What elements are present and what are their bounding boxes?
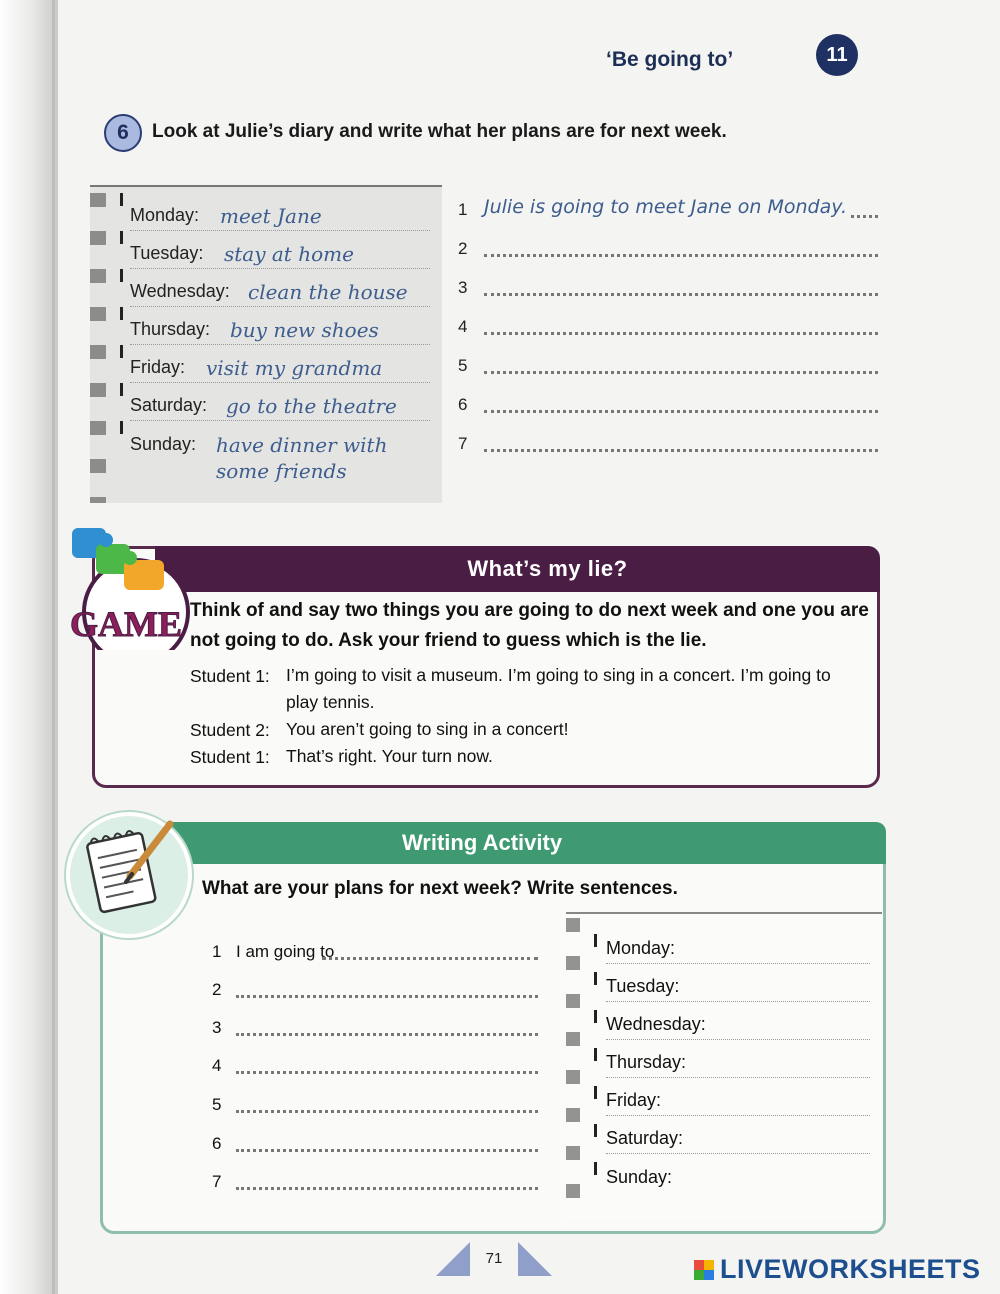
page-number: 71: [485, 1250, 503, 1267]
line-number: 4: [212, 1056, 222, 1075]
dialogue-speaker: Student 2:: [190, 720, 270, 740]
diary-row-tuesday: [130, 235, 430, 269]
student-diary: [566, 912, 882, 1220]
answer-number: 4: [458, 317, 468, 336]
writing-input[interactable]: [236, 995, 538, 998]
student-diary-row[interactable]: [606, 1044, 870, 1078]
diary-day: Monday:: [130, 205, 200, 225]
diary-day: Sunday:: [606, 1167, 673, 1187]
student-diary-row[interactable]: [606, 968, 870, 1002]
binding-tick: [120, 307, 123, 320]
page-number-footer: [436, 1238, 552, 1278]
student-diary-row[interactable]: [606, 1120, 870, 1154]
diary-day: Monday:: [606, 938, 676, 958]
answer-number: 6: [458, 395, 468, 414]
student-diary-row[interactable]: [606, 930, 870, 964]
answer-input[interactable]: [484, 410, 878, 413]
page-triangle-right: [518, 1242, 552, 1276]
writing-line-1[interactable]: [212, 936, 538, 966]
diary-row-thursday: [130, 311, 430, 345]
brand-name: LIVEWORKSHEETS: [720, 1254, 981, 1284]
answer-input[interactable]: [484, 332, 878, 335]
diary-spiral-binding: [566, 918, 580, 1218]
dialogue-speaker: Student 1:: [190, 666, 270, 686]
binding-tick: [120, 345, 123, 358]
writing-input[interactable]: [236, 1187, 538, 1190]
diary-day: Saturday:: [130, 395, 208, 415]
line-number: 2: [212, 980, 222, 999]
diary-day: Thursday:: [606, 1052, 687, 1072]
writing-header-bar: [138, 822, 886, 864]
binding-tick: [120, 193, 123, 206]
diary-day: Friday:: [130, 357, 186, 377]
writing-instruction: What are your plans for next week? Write sentences.: [202, 878, 678, 899]
answer-line-4[interactable]: [458, 311, 878, 341]
notepad-pencil-icon: [70, 816, 188, 934]
writing-input[interactable]: [236, 1033, 538, 1036]
answer-line-3[interactable]: [458, 272, 878, 302]
liveworksheets-brand[interactable]: [694, 1254, 981, 1285]
answer-line-2[interactable]: [458, 233, 878, 263]
answer-input[interactable]: Julie is going to meet Jane on Monday.: [484, 196, 848, 218]
game-title: What’s my lie?: [467, 556, 628, 581]
line-number: 3: [212, 1018, 222, 1037]
writing-title: Writing Activity: [401, 830, 563, 855]
binding-tick: [120, 231, 123, 244]
diary-row-wednesday: [130, 273, 430, 307]
puzzle-game-icon: [66, 520, 192, 650]
diary-day: Sunday:: [130, 434, 197, 454]
line-number: 1: [212, 942, 222, 961]
answer-line-1[interactable]: [458, 194, 878, 224]
diary-plan: stay at home: [224, 242, 354, 266]
answer-number: 1: [458, 200, 468, 219]
diary-row-friday: [130, 349, 430, 383]
line-number: 5: [212, 1095, 222, 1114]
student-diary-row[interactable]: [606, 1006, 870, 1040]
diary-day: Friday:: [606, 1090, 662, 1110]
julie-diary: [90, 185, 442, 503]
writing-line-3[interactable]: [212, 1012, 538, 1042]
diary-row-sunday: [130, 425, 430, 459]
diary-day: Tuesday:: [130, 243, 204, 263]
binding-tick: [120, 269, 123, 282]
answer-number: 7: [458, 434, 468, 453]
diary-day: Thursday:: [130, 319, 211, 339]
dialogue-line: You aren’t going to sing in a concert!: [286, 719, 569, 739]
diary-top-edge: [566, 912, 882, 914]
binding-tick: [120, 383, 123, 396]
game-logo-text: GAME: [70, 604, 182, 644]
diary-plan: go to the theatre: [226, 394, 397, 418]
answer-input[interactable]: [484, 254, 878, 257]
book-spine: [0, 0, 58, 1294]
writing-line-5[interactable]: [212, 1089, 538, 1119]
binding-tick: [594, 1010, 597, 1023]
line-number: 7: [212, 1172, 222, 1191]
dialogue-line: I’m going to visit a museum. I’m going to sing in a concert. I’m going to play tennis.: [286, 665, 831, 712]
diary-plan: buy new shoes: [230, 318, 379, 342]
diary-day: Wednesday:: [606, 1014, 706, 1034]
worksheet-page: [58, 0, 1000, 1294]
student-diary-row[interactable]: [606, 1082, 870, 1116]
exercise-number-badge: 6: [104, 114, 142, 152]
liveworksheets-logo-icon: [694, 1260, 714, 1280]
game-instruction: Think of and say two things you are going to do next week and one you are not going to do. Ask your friend to guess which is the lie.: [190, 600, 869, 651]
writing-line-4[interactable]: [212, 1050, 538, 1080]
diary-plan: have dinner with: [216, 433, 388, 457]
answer-input[interactable]: [484, 293, 878, 296]
answer-line-7[interactable]: [458, 428, 878, 458]
diary-day: Saturday:: [606, 1128, 684, 1148]
dialogue-line: That’s right. Your turn now.: [286, 746, 493, 766]
writing-input[interactable]: [322, 957, 538, 960]
binding-tick: [594, 934, 597, 947]
unit-number-badge: 11: [816, 34, 858, 76]
diary-top-edge: [90, 185, 442, 187]
answer-line-5[interactable]: [458, 350, 878, 380]
diary-plan: visit my grandma: [206, 356, 383, 380]
unit-title: ‘Be going to’: [606, 48, 734, 71]
line-number: 6: [212, 1134, 222, 1153]
binding-tick: [594, 1162, 597, 1175]
dialogue-speaker: Student 1:: [190, 747, 270, 767]
sentence-starter: I am going to: [236, 942, 335, 961]
diary-plan: clean the house: [248, 280, 408, 304]
writing-input[interactable]: [236, 1110, 538, 1113]
answer-input[interactable]: [484, 449, 878, 452]
binding-tick: [594, 972, 597, 985]
diary-plan: meet Jane: [220, 204, 322, 228]
answer-number: 3: [458, 278, 468, 297]
diary-spiral-binding: [90, 193, 106, 503]
writing-line-2[interactable]: [212, 974, 538, 1004]
binding-tick: [594, 1124, 597, 1137]
diary-row-monday: [130, 197, 430, 231]
game-header-bar: [155, 546, 880, 592]
answer-line-6[interactable]: [458, 389, 878, 419]
diary-day: Tuesday:: [606, 976, 680, 996]
answer-number: 2: [458, 239, 468, 258]
binding-tick: [594, 1086, 597, 1099]
answer-number: 5: [458, 356, 468, 375]
writing-input[interactable]: [236, 1149, 538, 1152]
answer-input[interactable]: [484, 371, 878, 374]
writing-input[interactable]: [236, 1071, 538, 1074]
diary-plan-continued: some friends: [216, 459, 347, 483]
binding-tick: [594, 1048, 597, 1061]
binding-tick: [120, 421, 123, 434]
notepad-icon-circle: [66, 812, 192, 938]
writing-line-6[interactable]: [212, 1128, 538, 1158]
exercise-instruction: Look at Julie’s diary and write what her plans are for next week.: [152, 121, 727, 142]
writing-line-7[interactable]: [212, 1166, 538, 1196]
diary-day: Wednesday:: [130, 281, 230, 301]
spine-shadow: [52, 0, 55, 1294]
student-diary-row[interactable]: [606, 1158, 870, 1192]
diary-row-saturday: [130, 387, 430, 421]
